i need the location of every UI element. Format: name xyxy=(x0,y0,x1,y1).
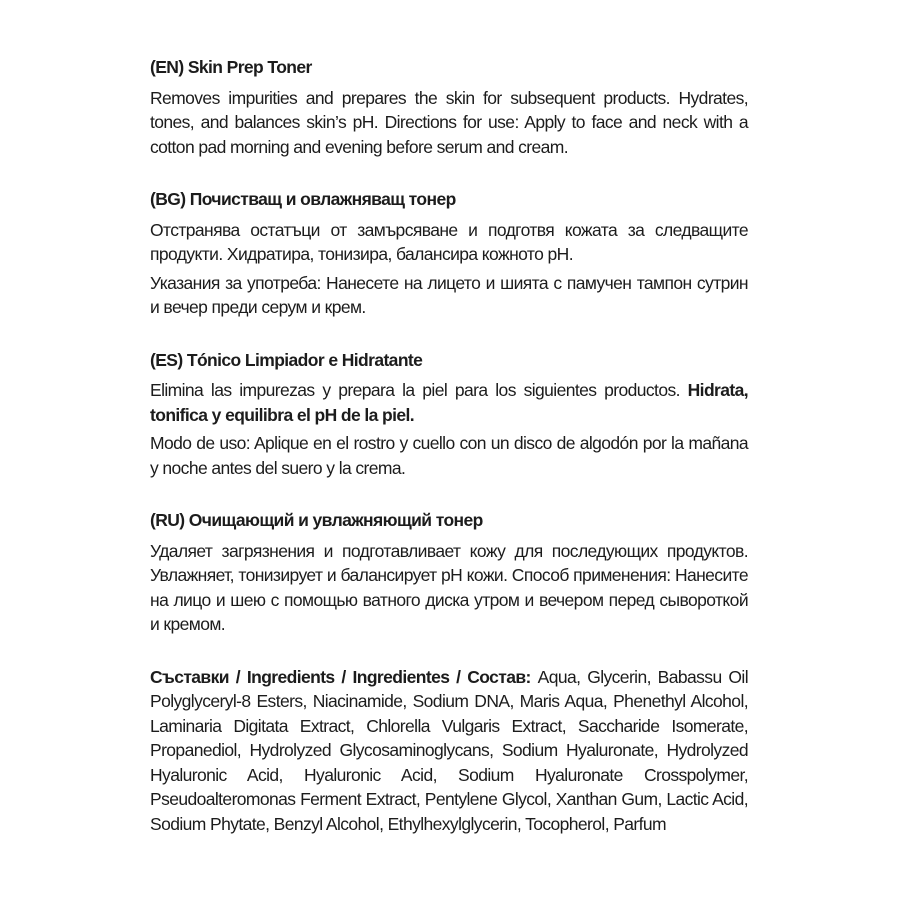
product-label-text xyxy=(150,55,748,836)
section-es xyxy=(150,348,748,481)
section-title-en: (EN) Skin Prep Toner xyxy=(150,57,312,77)
ingredients-list: Aqua, Glycerin, Babassu Oil Polyglyceryl-8 Esters, Niacinamide, Sodium DNA, Maris Aqua, Phenethyl Alcohol, Laminaria Digitata Extract, Chlorella Vulgaris Extract, Saccharide Isomerate, Propanediol, Hydrolyzed Glycosaminoglycans, Sodium Hyaluronate, Hydrolyzed Hyaluronic Acid, Hyaluronic Acid, Sodium Hyaluronate Crosspolymer, Pseudoalteromonas Ferment Extract, Pentylene Glycol, Xanthan Gum, Lactic Acid, Sodium Phytate, Benzyl Alcohol, Ethylhexylglycerin, Tocopherol, Parfum xyxy=(150,666,749,834)
section-description-es xyxy=(150,378,748,427)
description-text-en: Removes impurities and prepares the skin for subsequent products. Hydrates, tones, and balances skin’s pH. xyxy=(150,87,748,132)
section-title-es: (ES) Tónico Limpiador e Hidratante xyxy=(150,349,423,370)
section-directions-es: Modo de uso: Aplique en el rostro y cuello con un disco de algodón por la mañana y noche antes del suero y la crema. xyxy=(150,433,748,478)
section-title-bg: (BG) Почистващ и овлажняващ тонер xyxy=(150,189,456,209)
description-bold-text-es: Hidrata, tonifica y equilibra el pH de la piel. xyxy=(150,380,748,425)
section-ru xyxy=(150,508,748,637)
ingredients-paragraph xyxy=(150,665,748,837)
section-title-ru: (RU) Очищающий и увлажняющий тонер xyxy=(150,510,483,530)
directions-text-ru: Способ применения: Нанесите на лицо и шею с помощью ватного диска утром и вечером перед сывороткой и кремом. xyxy=(150,565,748,634)
description-text-ru: Удаляет загрязнения и подготавливает кожу для последующих продуктов. Увлажняет, тонизирует и балансирует pH кожи. xyxy=(150,540,748,585)
section-description-ru xyxy=(150,539,748,637)
directions-text-en: Directions for use: Apply to face and neck with a cotton pad morning and evening before serum and cream. xyxy=(150,112,748,157)
ingredients-section xyxy=(150,665,748,837)
section-directions-bg: Указания за употреба: Нанесете на лицето и шията с памучен тампон сутрин и вечер преди серум и крем. xyxy=(150,272,748,317)
section-description-en xyxy=(150,86,748,160)
section-bg xyxy=(150,187,748,320)
description-text-es: Elimina las impurezas y prepara la piel para los siguientes productos. xyxy=(150,380,680,400)
section-en xyxy=(150,55,748,159)
ingredients-heading: Съставки / Ingredients / Ingredientes / Состав: xyxy=(150,666,531,687)
section-description-bg: Отстранява остатъци от замърсяване и подготвя кожата за следващите продукти. Хидратира, тонизира, балансира кожното pH. xyxy=(150,219,748,264)
